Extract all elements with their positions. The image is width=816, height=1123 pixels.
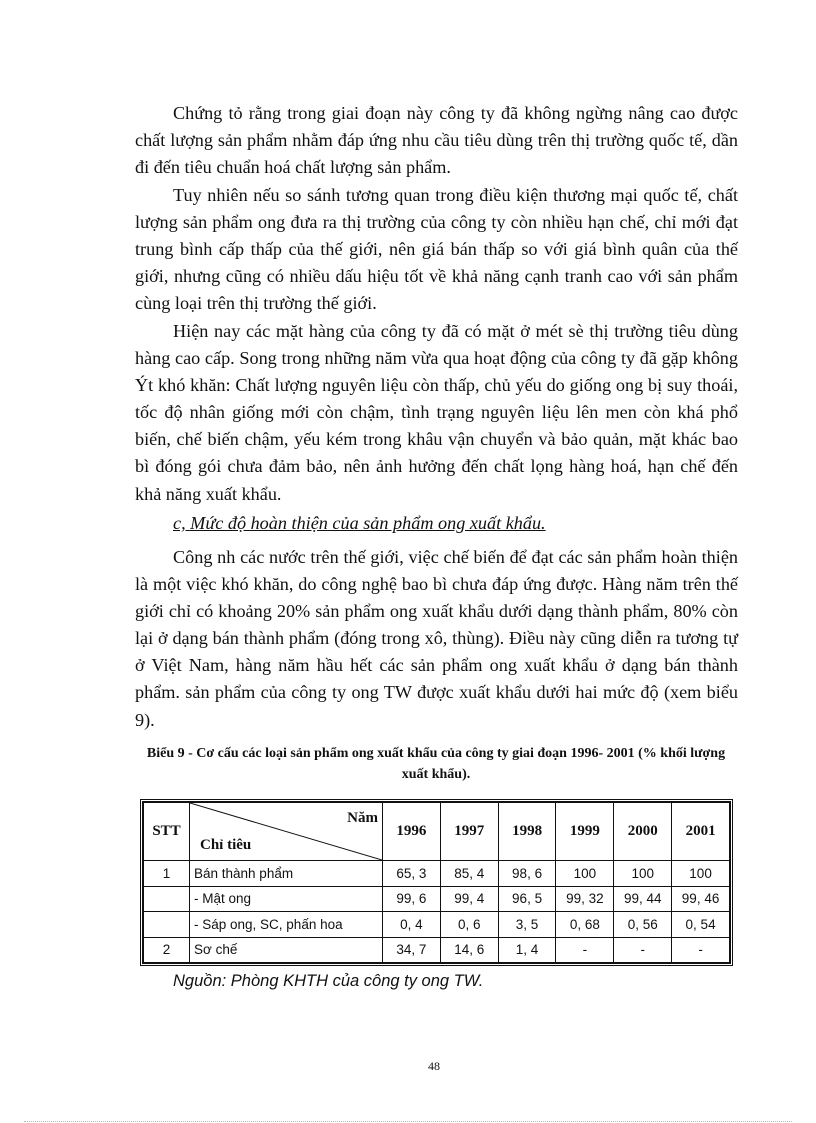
header-year-label: Năm: [347, 810, 378, 826]
cell-value: 1, 4: [498, 937, 556, 963]
cell-value: 99, 4: [440, 886, 498, 912]
section-subheading: c, Mức độ hoàn thiện của sản phẩm ong xuất khẩu.: [173, 513, 546, 533]
cell-value: 0, 54: [672, 912, 730, 938]
cell-value: -: [556, 937, 614, 963]
cell-value: 96, 5: [498, 886, 556, 912]
header-year: 1998: [498, 803, 556, 861]
paragraph-4: Công nh các nước trên thế giới, việc chế biến để đạt các sản phẩm hoàn thiện là một việc khó khăn, do công nghệ bao bì chưa đáp ứng được. Hàng năm trên thế giới chỉ có khoảng 20% sản phẩm ong xuất khẩu dưới dạng thành phẩm, 80% còn lại ở dạng bán thành phẩm (đóng trong xô, thùng). Điều này cũng diễn ra tương tự ở Việt Nam, hàng năm hầu hết các sản phẩm ong xuất khẩu ở dạng bán thành phẩm. sản phẩm của công ty ong TW được xuất khẩu dưới hai mức độ (xem biểu 9).: [135, 547, 738, 730]
page-number: 48: [428, 1059, 440, 1073]
table-header-row: [144, 803, 730, 861]
cell-value: 65, 3: [383, 861, 441, 887]
paragraph-1: Chứng tỏ rằng trong giai đoạn này công ty đã không ngừng nâng cao được chất lượng sản phẩm nhằm đáp ứng nhu cầu tiêu dùng trên thị trường quốc tế, dần đi đến tiêu chuẩn hoá chất lượng sản phẩm.: [135, 103, 738, 178]
cell-value: 3, 5: [498, 912, 556, 938]
table-source-note: Nguồn: Phòng KHTH của công ty ong TW.: [173, 972, 484, 990]
data-table: [143, 802, 730, 963]
cell-value: 98, 6: [498, 861, 556, 887]
data-table-frame: [140, 799, 733, 966]
cell-value: -: [672, 937, 730, 963]
header-year: 2001: [672, 803, 730, 861]
paragraph-3: Hiện nay các mặt hàng của công ty đã có mặt ở mét sè thị trường tiêu dùng hàng cao cấp. Song trong những năm vừa qua hoạt động của công ty đã gặp không Ýt khó khăn: Chất lượng nguyên liệu còn thấp, chủ yếu do giống ong bị suy thoái, tốc độ nhân giống mới còn chậm, tình trạng nguyên liệu lên men còn khá phổ biến, chế biến chậm, yếu kém trong khâu vận chuyển và bảo quản, mặt khác bao bì đóng gói chưa đảm bảo, nên ảnh hưởng đến chất lọng hàng hoá, hạn chế đến khả năng xuất khẩu.: [135, 321, 738, 504]
table-row: [144, 912, 730, 938]
cell-value: 99, 32: [556, 886, 614, 912]
header-diagonal-cell: [190, 803, 383, 861]
header-stt: STT: [144, 803, 190, 861]
page-bottom-divider: [24, 1121, 792, 1122]
cell-value: -: [614, 937, 672, 963]
cell-value: 99, 44: [614, 886, 672, 912]
table-row: [144, 886, 730, 912]
cell-stt: 2: [144, 937, 190, 963]
cell-value: 100: [614, 861, 672, 887]
table-row: [144, 861, 730, 887]
cell-value: 0, 6: [440, 912, 498, 938]
cell-label: - Mật ong: [190, 886, 383, 912]
paragraph-2: Tuy nhiên nếu so sánh tương quan trong điều kiện thương mại quốc tế, chất lượng sản phẩm ong đưa ra thị trường của công ty còn nhiều hạn chế, chỉ mới đạt trung bình cấp thấp của thế giới, nên giá bán thấp so với giá bình quân của thế giới, nhưng cũng có nhiều dấu hiệu tốt về khả năng cạnh tranh cao với sản phẩm cùng loại trên thị trường thế giới.: [135, 185, 738, 314]
cell-value: 85, 4: [440, 861, 498, 887]
cell-stt: [144, 912, 190, 938]
cell-label: - Sáp ong, SC, phấn hoa: [190, 912, 383, 938]
cell-stt: [144, 886, 190, 912]
cell-value: 99, 6: [383, 886, 441, 912]
cell-value: 100: [556, 861, 614, 887]
header-year: 1999: [556, 803, 614, 861]
header-indicator-label: Chỉ tiêu: [200, 837, 252, 853]
cell-value: 14, 6: [440, 937, 498, 963]
header-year: 1996: [383, 803, 441, 861]
cell-value: 0, 68: [556, 912, 614, 938]
cell-value: 34, 7: [383, 937, 441, 963]
cell-value: 0, 4: [383, 912, 441, 938]
cell-label: Sơ chế: [190, 937, 383, 963]
table-caption: Biểu 9 - Cơ cấu các loại sản phẩm ong xuất khẩu của công ty giai đoạn 1996- 2001 (% khối lượng xuất khẩu).: [146, 746, 726, 782]
header-year: 1997: [440, 803, 498, 861]
cell-label: Bán thành phẩm: [190, 861, 383, 887]
table-row: [144, 937, 730, 963]
cell-value: 0, 56: [614, 912, 672, 938]
header-year: 2000: [614, 803, 672, 861]
cell-value: 100: [672, 861, 730, 887]
cell-value: 99, 46: [672, 886, 730, 912]
cell-stt: 1: [144, 861, 190, 887]
